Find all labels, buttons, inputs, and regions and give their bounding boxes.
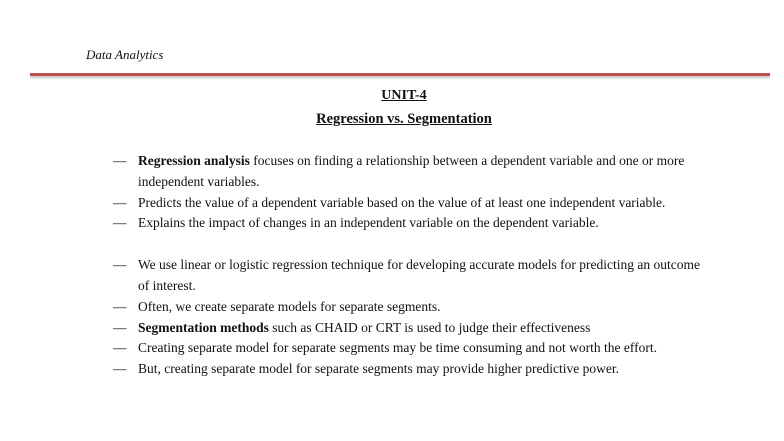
dash-bullet-icon: — [113,194,127,210]
bullet-item [113,297,713,318]
bullet-item [113,255,713,297]
bullet-text: Often, we create separate models for separate segments. [138,298,441,314]
header-title: Data Analytics [86,47,164,62]
bullet-item [113,338,713,359]
dash-bullet-icon: — [113,298,127,314]
bullet-text: Explains the impact of changes in an independent variable on the dependent variable. [138,215,599,231]
bullet-list [113,151,713,380]
section-title: Regression vs. Segmentation [316,111,492,127]
bullet-item [113,213,713,234]
dash-bullet-icon: — [113,340,127,356]
bullet-bold-term: Segmentation methods [138,319,269,335]
bullet-item [113,151,713,193]
dash-bullet-icon: — [113,257,127,273]
dash-bullet-icon: — [113,215,127,231]
bullet-text: But, creating separate model for separate segments may provide higher predictive power. [138,361,619,377]
unit-title: UNIT-4 [381,88,427,103]
bullet-text: focuses on finding a relationship between a dependent variable and one or more independent variables. [138,153,685,189]
header-divider [30,73,770,76]
bullet-item [113,193,713,214]
bullet-item [113,359,713,380]
bullet-text: Creating separate model for separate segments may be time consuming and not worth the effort. [138,340,657,356]
bullet-item [113,318,713,339]
bullet-text: Predicts the value of a dependent variable based on the value of at least one independent variable. [138,194,666,210]
dash-bullet-icon: — [113,319,127,335]
dash-bullet-icon: — [113,153,127,168]
bullet-bold-term: Regression analysis [138,153,250,168]
bullet-text: such as CHAID or CRT is used to judge their effectiveness [268,319,591,335]
bullet-text: We use linear or logistic regression technique for developing accurate models for predicting an outcome of interest. [138,257,700,293]
dash-bullet-icon: — [113,361,127,377]
